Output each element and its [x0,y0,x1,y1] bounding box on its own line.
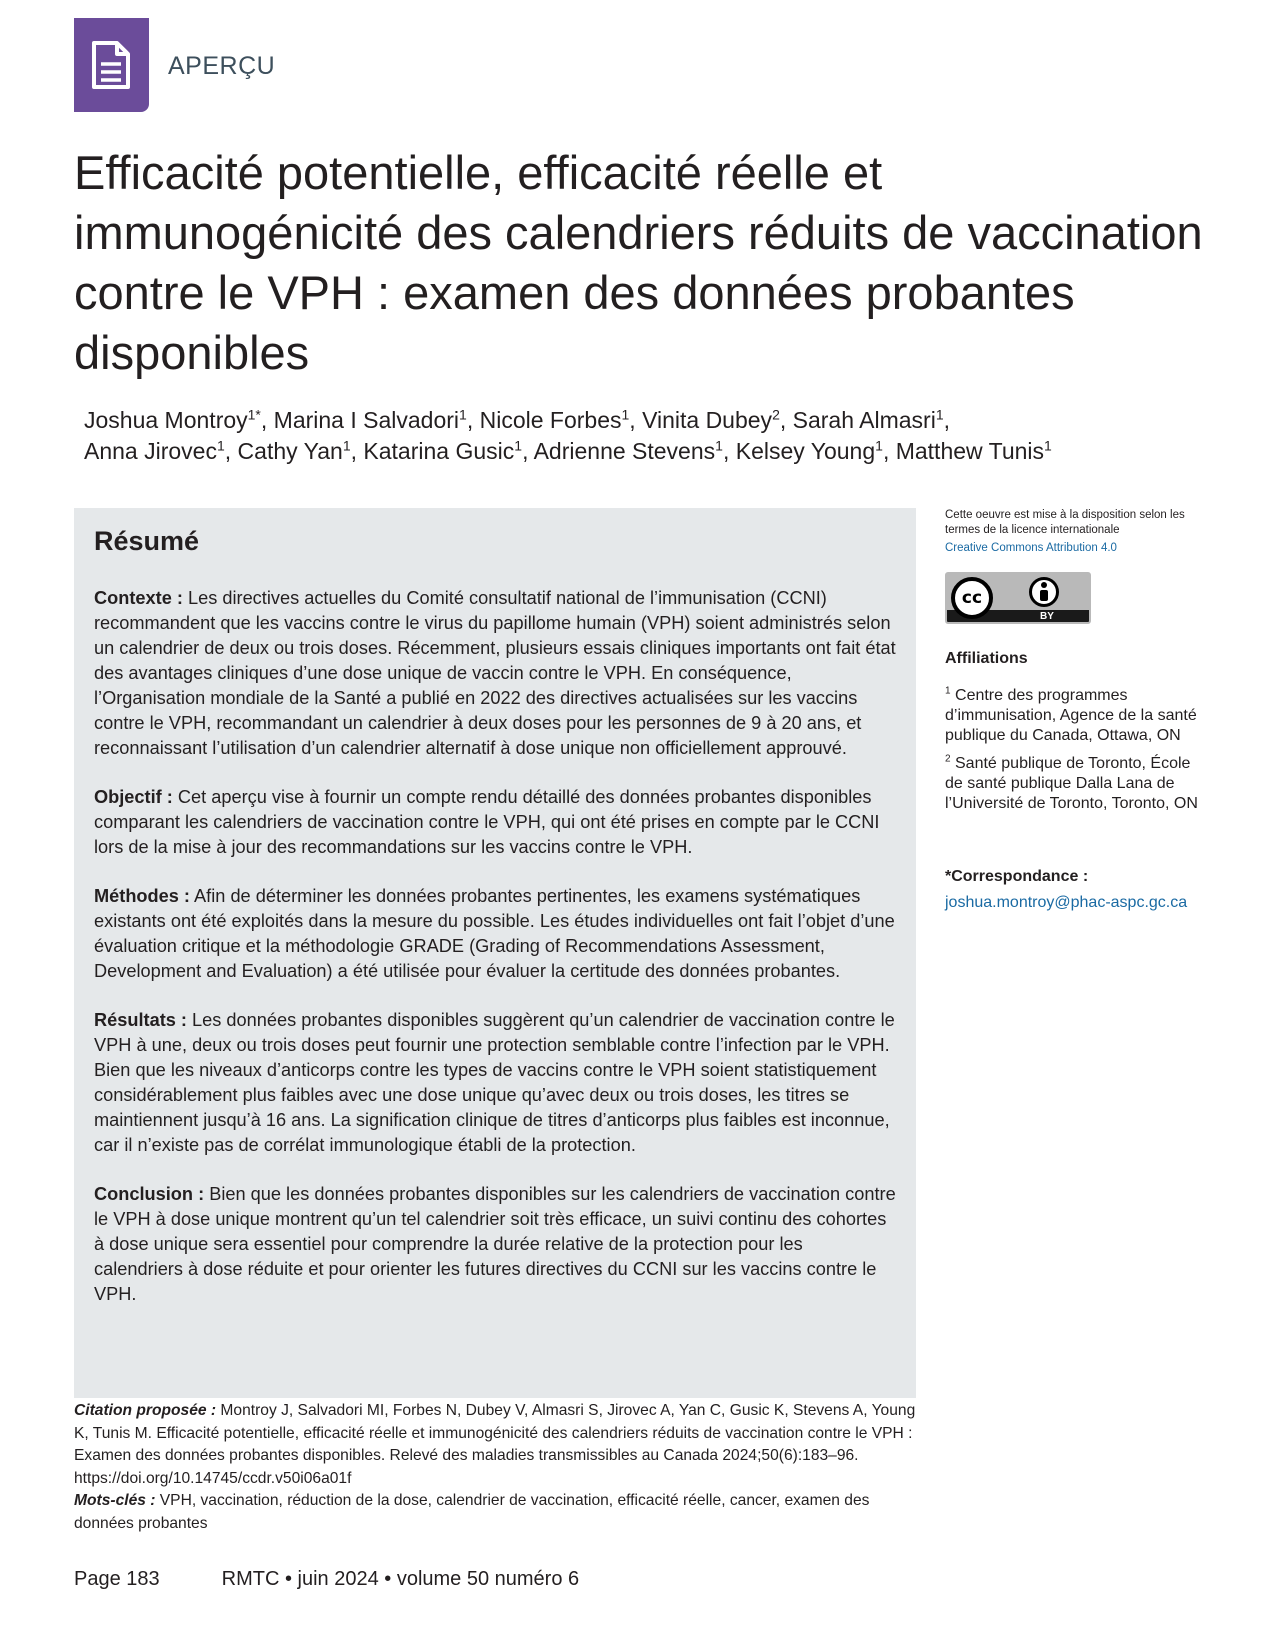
license-text: Cette oeuvre est mise à la disposition selon les termes de la licence internationale [945,509,1185,536]
author-name: Nicole Forbes$^1$ [479,406,630,433]
article-title: Efficacité potentielle, efficacité réelle et immunogénicité des calendriers réduits de vaccination contre le VPH : examen des données probantes disponibles [74,146,1203,379]
section-label: APERÇU [168,52,276,80]
attribution-icon-body [1040,590,1048,601]
paragraph-text: Cet aperçu vise à fournir un compte rendu détaillé des données probantes disponibles comparant les calendriers de vaccination contre le VPH, qui ont été prises en compte par le CCNI lors de la mise à jour des recommandations sur les vaccins contre le VPH. [94,787,880,857]
correspondence-title: *Correspondance : [945,868,1089,885]
affiliation-number: 2 [945,753,951,765]
abstract-methods [94,884,896,984]
author-name: Adrienne Stevens$^1$ [533,437,723,464]
citation-label: Citation proposée : [74,1402,217,1419]
author-affiliation-marker: 1* [247,406,261,423]
paragraph-label: Objectif : [94,787,173,807]
author-affiliation-marker: 1 [514,437,523,454]
journal-info: RMTC • juin 2024 • volume 50 numéro 6 [221,1568,580,1590]
author-affiliation-marker: 1 [935,406,944,423]
abstract-box [74,508,916,1398]
section-badge [74,18,149,112]
correspondence-email-link[interactable]: joshua.montroy@phac-aspc.gc.ca [945,894,1188,911]
author-affiliation-marker: 1 [875,437,883,454]
citation-block [74,1400,916,1535]
author-name: Matthew Tunis$^1$ [895,437,1052,464]
author-affiliation-marker: 1 [621,406,630,423]
author-list: Joshua Montroy$^{1*}$, Marina I Salvadori$^1$, Nicole Forbes$^1$, Vinita Dubey$^2$, Sarah Almasri$^1$, Anna Jirovec$^1$, Cathy Yan$^1$, Katarina Gusic$^1$, Adrienne Stevens$^1$, Kelsey Young$^1$, Matthew Tunis$^1$ [84,406,1052,464]
paragraph-label: Conclusion : [94,1184,205,1204]
paragraph-label: Contexte : [94,588,183,608]
affiliation-1 [945,686,1210,746]
author-affiliation-marker: 1 [342,437,351,454]
abstract-objective [94,785,896,860]
page-number: Page 183 [74,1568,160,1590]
author-affiliation-marker: 1 [459,406,467,423]
abstract-conclusion [94,1182,896,1307]
author-affiliation-marker: 2 [772,406,780,423]
author-name: Katarina Gusic$^1$ [363,437,523,464]
keywords [74,1490,916,1535]
license-link[interactable]: Creative Commons Attribution 4.0 [945,542,1117,554]
affiliation-number: 1 [945,685,951,697]
paragraph-text: Les directives actuelles du Comité consultatif national de l’immunisation (CCNI) recommandent que les vaccins contre le virus du papillome humain (VPH) soient administrés selon un calendrier de deux ou trois doses. Récemment, plusieurs essais cliniques importants ont fait état des avantages cliniques d’une dose unique de vaccin contre le VPH. En conséquence, l’Organisation mondiale de la Santé a publié en 2022 des directives actualisées sur les vaccins contre le VPH, recommandant un calendrier à deux doses pour les personnes de 9 à 20 ans, et reconnaissant l’utilisation d’un calendrier alternatif à dose unique non officiellement approuvé. [94,588,896,758]
paragraph-text: Afin de déterminer les données probantes pertinentes, les examens systématiques existants ont été exploités dans la mesure du possible. Les études individuelles ont fait l’objet d’une évaluation critique et la méthodologie GRADE (Grading of Recommendations Assessment, Development and Evaluation) a été utilisée pour évaluer la certitude des données probantes. [94,886,895,981]
author-affiliation-marker: 1 [216,437,225,454]
suggested-citation [74,1400,916,1490]
document-icon [91,40,131,90]
affiliation-text: Centre des programmes d’immunisation, Agence de la santé publique du Canada, Ottawa, ON [945,687,1197,744]
paragraph-label: Résultats : [94,1010,187,1030]
paragraph-label: Méthodes : [94,886,190,906]
keywords-label: Mots-clés : [74,1492,156,1509]
paragraph-text: Les données probantes disponibles suggèrent qu’un calendrier de vaccination contre le VPH à une, deux ou trois doses peut fournir une protection semblable contre l’infection par le VPH. Bien que les niveaux d’anticorps contre les types de vaccins contre le VPH soient statistiquement considérablement plus faibles avec une dose unique qu’avec deux ou trois doses, les titres se maintiennent jusqu’à 16 ans. La signification clinique de titres d’anticorps plus faibles est inconnue, car il n’existe pas de corrélat immunologique établi de la protection. [94,1010,895,1155]
author-name: Marina I Salvadori$^1$ [273,406,467,433]
author-name: Joshua Montroy$^{1*}$ [84,406,261,433]
citation-text: Montroy J, Salvadori MI, Forbes N, Dubey V, Almasri S, Jirovec A, Yan C, Gusic K, Stevens A, Young K, Tunis M. Efficacité potentielle, efficacité réelle et immunogénicité des calendriers réduits de vaccination contre le VPH : Examen des données probantes disponibles. Relevé des maladies transmissibles au Canada 2024;50(6):183–96. https://doi.org/10.14745/ccdr.v50i06a01f [74,1402,916,1487]
author-name: Vinita Dubey$^2$ [642,406,780,433]
author-name: Anna Jirovec$^1$ [84,437,225,464]
author-affiliation-marker: 1 [715,437,723,454]
author-name: Sarah Almasri$^1$ [792,406,944,433]
by-label: BY [1040,611,1054,622]
attribution-icon-head [1041,582,1047,588]
affiliation-2 [945,754,1210,814]
author-name: Cathy Yan$^1$ [237,437,351,464]
cc-by-badge[interactable] [945,572,1091,624]
sidebar [945,508,1210,912]
abstract-title: Résumé [94,526,200,556]
keywords-text: VPH, vaccination, réduction de la dose, calendrier de vaccination, efficacité réelle, cancer, examen des données probantes [74,1492,870,1532]
page-footer [74,1568,579,1591]
affiliations-title: Affiliations [945,650,1028,667]
affiliation-text: Santé publique de Toronto, École de santé publique Dalla Lana de l’Université de Toronto, Toronto, ON [945,755,1198,812]
abstract-context [94,586,896,761]
cc-icon: cc [951,577,993,619]
author-name: Kelsey Young$^1$ [735,437,883,464]
abstract-results [94,1008,896,1158]
author-affiliation-marker: 1 [1044,437,1052,454]
paragraph-text: Bien que les données probantes disponibles sur les calendriers de vaccination contre le VPH à dose unique montrent qu’un tel calendrier soit très efficace, un suivi continu des cohortes à dose unique sera essentiel pour comprendre la durée relative de la protection pour les calendriers à dose réduite et pour orienter les futures directives du CCNI sur les vaccins contre le VPH. [94,1184,896,1304]
